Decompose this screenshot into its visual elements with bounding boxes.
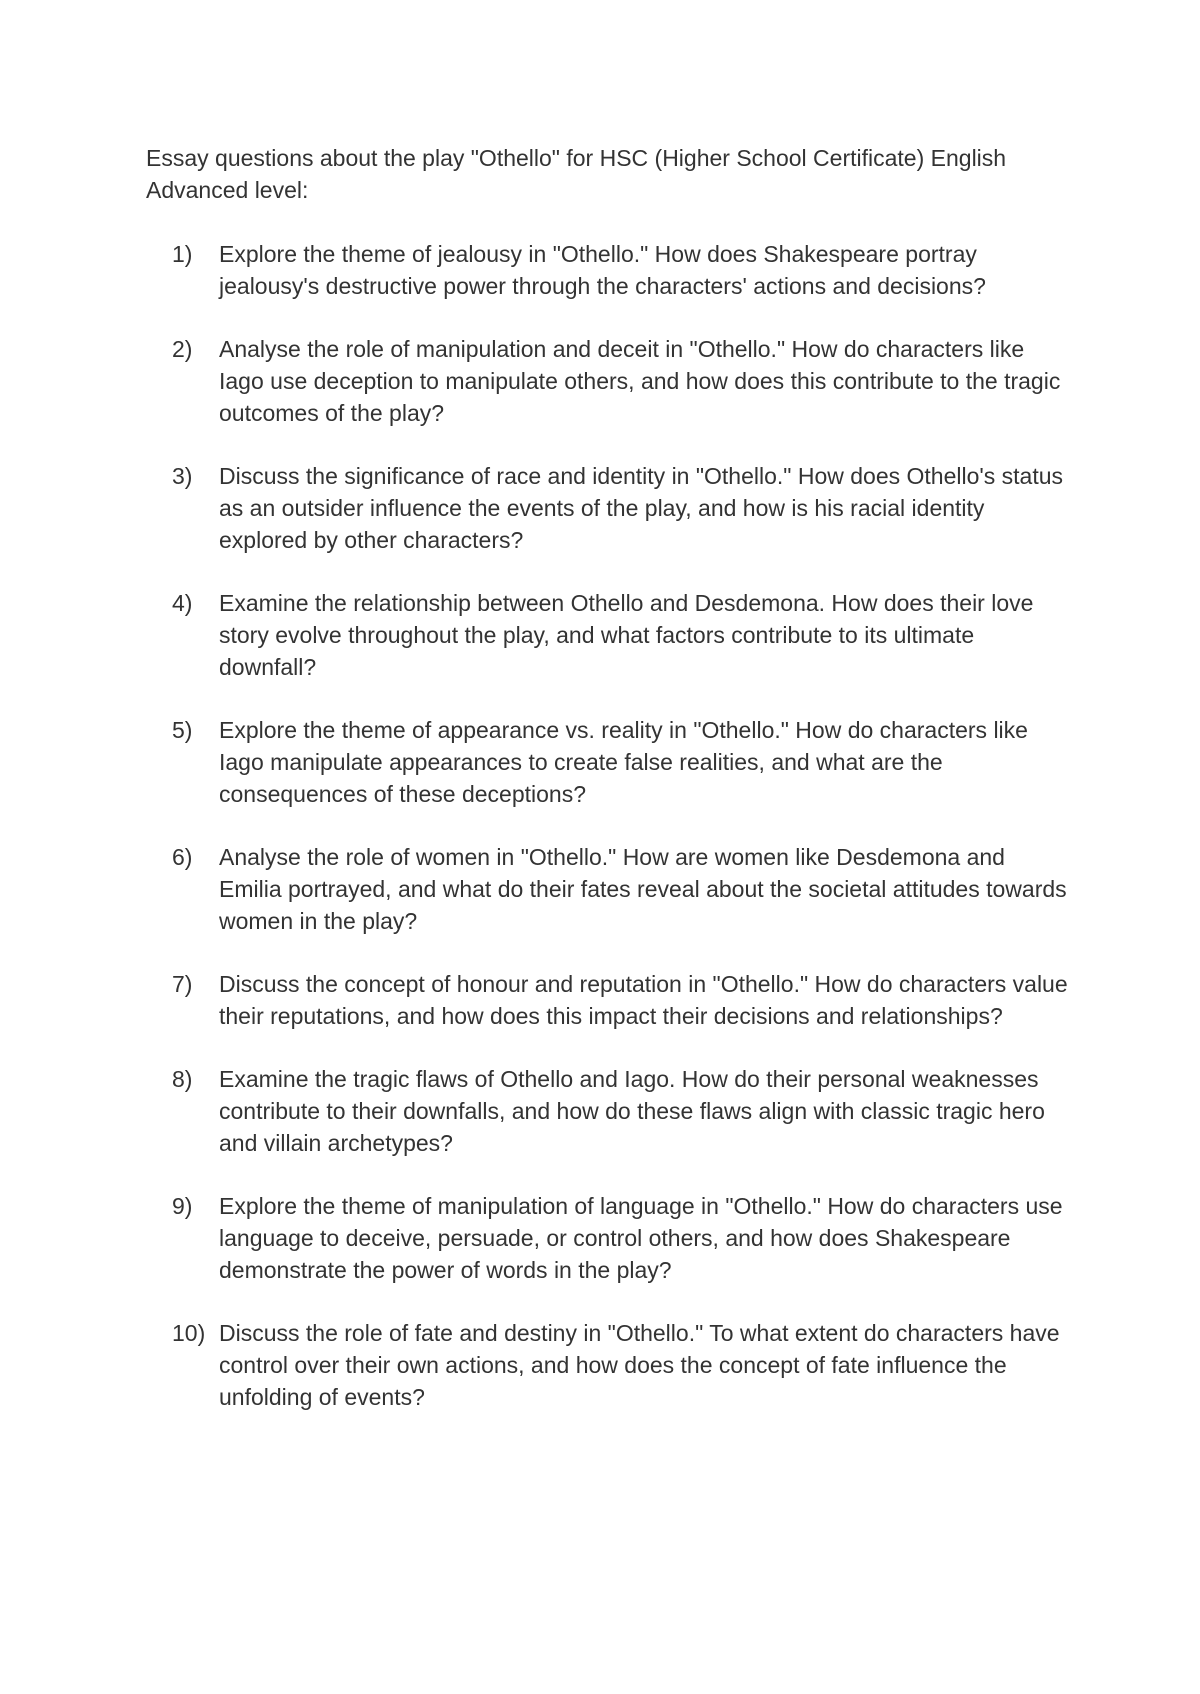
question-list <box>0 238 1200 1444</box>
list-item <box>0 968 1200 1032</box>
question-number: 1) <box>172 241 193 267</box>
question-number: 10) <box>172 1320 206 1346</box>
question-text: Examine the tragic flaws of Othello and Iago. How do their personal weaknesses contribute to their downfalls, and how do these flaws align with classic tragic hero and villain archetypes? <box>219 1066 1045 1156</box>
question-number: 9) <box>172 1193 193 1219</box>
question-text: Explore the theme of jealousy in "Othello." How does Shakespeare portray jealousy's destructive power through the characters' actions and decisions? <box>219 241 986 299</box>
question-text: Analyse the role of women in "Othello." How are women like Desdemona and Emilia portrayed, and what do their fates reveal about the societal attitudes towards women in the play? <box>219 844 1067 934</box>
question-number: 4) <box>172 590 193 616</box>
question-number: 2) <box>172 336 193 362</box>
question-number: 5) <box>172 717 193 743</box>
list-item <box>0 460 1200 556</box>
list-item <box>0 841 1200 937</box>
list-item <box>0 1063 1200 1159</box>
question-number: 3) <box>172 463 193 489</box>
list-item <box>0 714 1200 810</box>
question-text: Discuss the significance of race and identity in "Othello." How does Othello's status as an outsider influence the events of the play, and how is his racial identity explored by other characters? <box>219 463 1064 553</box>
list-item <box>0 333 1200 429</box>
list-item <box>0 1317 1200 1413</box>
question-text: Explore the theme of manipulation of language in "Othello." How do characters use language to deceive, persuade, or control others, and how does Shakespeare demonstrate the power of words in the play? <box>219 1193 1063 1283</box>
intro-paragraph: Essay questions about the play "Othello" for HSC (Higher School Certificate) English Advanced level: <box>146 145 1007 203</box>
question-text: Examine the relationship between Othello and Desdemona. How does their love story evolve throughout the play, and what factors contribute to its ultimate downfall? <box>219 590 1034 680</box>
question-number: 8) <box>172 1066 193 1092</box>
question-text: Discuss the role of fate and destiny in "Othello." To what extent do characters have control over their own actions, and how does the concept of fate influence the unfolding of events? <box>219 1320 1060 1410</box>
question-number: 6) <box>172 844 193 870</box>
list-item <box>0 238 1200 302</box>
question-number: 7) <box>172 971 193 997</box>
list-item <box>0 587 1200 683</box>
question-text: Explore the theme of appearance vs. reality in "Othello." How do characters like Iago manipulate appearances to create false realities, and what are the consequences of these deceptions? <box>219 717 1028 807</box>
question-text: Analyse the role of manipulation and deceit in "Othello." How do characters like Iago use deception to manipulate others, and how does this contribute to the tragic outcomes of the play? <box>219 336 1061 426</box>
list-item <box>0 1190 1200 1286</box>
question-text: Discuss the concept of honour and reputation in "Othello." How do characters value their reputations, and how does this impact their decisions and relationships? <box>219 971 1068 1029</box>
